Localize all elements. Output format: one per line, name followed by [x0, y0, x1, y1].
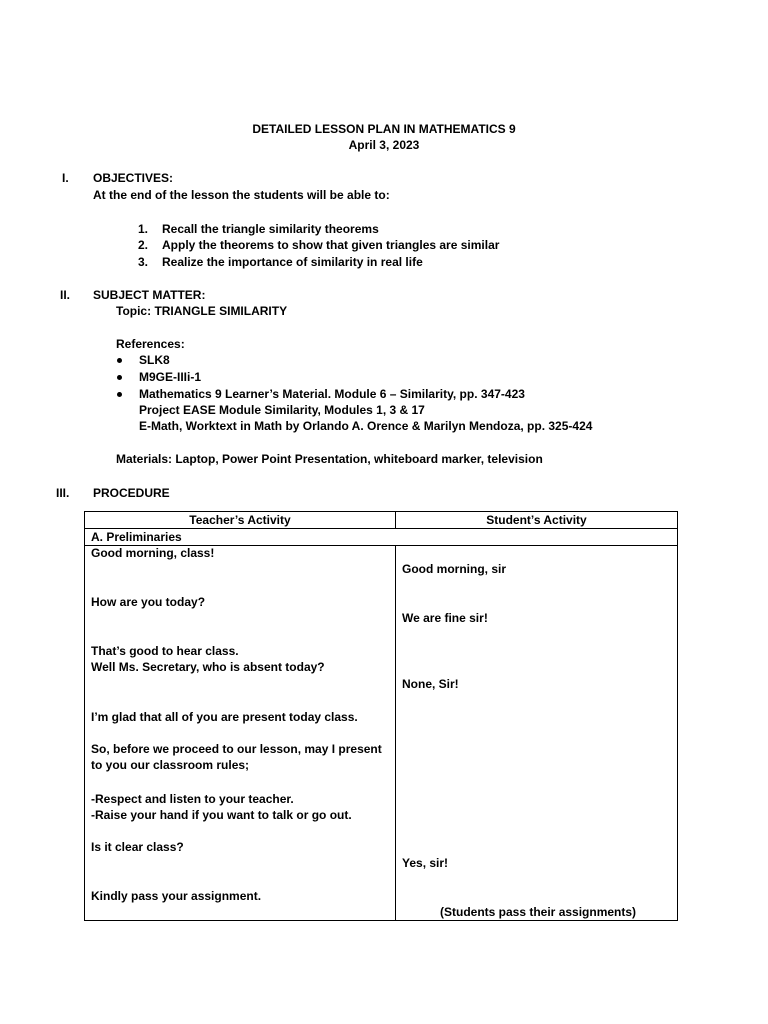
- objective-number: 1.: [138, 222, 149, 236]
- teacher-line: So, before we proceed to our lesson, may I present: [91, 742, 382, 756]
- teacher-activity-header: Teacher’s Activity: [85, 512, 396, 529]
- document-date: April 3, 2023: [348, 138, 420, 152]
- objectives-heading: OBJECTIVES:: [93, 171, 174, 185]
- reference-item: M9GE-IIIi-1: [139, 370, 202, 384]
- teacher-line: That’s good to hear class.: [91, 644, 239, 658]
- teacher-line: How are you today?: [91, 595, 206, 609]
- document-title: DETAILED LESSON PLAN IN MATHEMATICS 9: [252, 122, 516, 136]
- bullet-icon: [117, 392, 122, 397]
- materials-line: Materials: Laptop, Power Point Presentation, whiteboard marker, television: [116, 452, 543, 466]
- objective-item: Recall the triangle similarity theorems: [162, 222, 379, 236]
- student-line: Good morning, sir: [402, 562, 506, 576]
- references-label: References:: [116, 337, 185, 351]
- student-line: We are fine sir!: [402, 611, 488, 625]
- student-line: Yes, sir!: [402, 856, 449, 870]
- objective-number: 3.: [138, 255, 149, 269]
- preliminaries-section: A. Preliminaries: [85, 529, 678, 546]
- objectives-intro: At the end of the lesson the students will be able to:: [93, 188, 390, 202]
- student-line: (Students pass their assignments): [440, 905, 637, 919]
- teacher-line: Is it clear class?: [91, 840, 184, 854]
- subject-matter-heading: SUBJECT MATTER:: [93, 288, 206, 302]
- teacher-activity-cell: [85, 546, 396, 921]
- teacher-line: to you our classroom rules;: [91, 758, 250, 772]
- reference-item: Project EASE Module Similarity, Modules 1, 3 & 17: [139, 403, 425, 417]
- subject-matter-numeral: II.: [60, 288, 71, 302]
- reference-item: E-Math, Worktext in Math by Orlando A. Orence & Marilyn Mendoza, pp. 325-424: [139, 419, 593, 433]
- teacher-line: -Respect and listen to your teacher.: [91, 792, 294, 806]
- teacher-line: -Raise your hand if you want to talk or go out.: [91, 808, 352, 822]
- teacher-line: Well Ms. Secretary, who is absent today?: [91, 660, 325, 674]
- reference-item: SLK8: [139, 353, 170, 367]
- teacher-line: Kindly pass your assignment.: [91, 889, 262, 903]
- objective-number: 2.: [138, 238, 149, 252]
- teacher-line: I’m glad that all of you are present today class.: [91, 710, 358, 724]
- procedure-table: [84, 511, 678, 921]
- student-activity-cell: [396, 546, 678, 921]
- objective-item: Apply the theorems to show that given triangles are similar: [162, 238, 500, 252]
- teacher-line: Good morning, class!: [91, 546, 215, 560]
- procedure-numeral: III.: [56, 486, 70, 500]
- bullet-icon: [117, 375, 122, 380]
- objectives-numeral: I.: [62, 171, 69, 185]
- objective-item: Realize the importance of similarity in real life: [162, 255, 423, 269]
- student-line: None, Sir!: [402, 677, 459, 691]
- student-activity-header: Student’s Activity: [396, 512, 678, 529]
- procedure-heading: PROCEDURE: [93, 486, 170, 500]
- topic-line: Topic: TRIANGLE SIMILARITY: [116, 304, 288, 318]
- bullet-icon: [117, 358, 122, 363]
- reference-item: Mathematics 9 Learner’s Material. Module 6 – Similarity, pp. 347-423: [139, 387, 525, 401]
